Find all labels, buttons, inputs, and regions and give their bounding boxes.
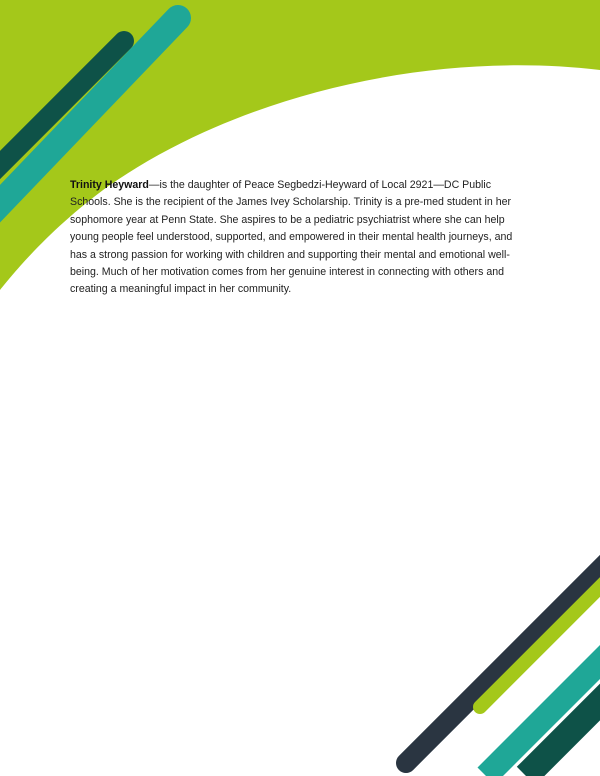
- bio-name: Trinity Heyward: [70, 179, 149, 191]
- bio-text: —is the daughter of Peace Segbedzi-Heyward of Local 2921—DC Public Schools. She is the recipient of the James Ivey Scholarship. Trinity is a pre-med student in her sophomore year at Penn State. She aspires to be a pediatric psychiatrist where she can help young people feel understood, supported, and empowered in their mental health journeys, and has a strong passion for working with children and supporting their mental and emotional well-being. Much of her motivation comes from her genuine interest in connecting with others and creating a meaningful impact in her community.: [70, 179, 513, 296]
- bio-paragraph: [70, 177, 532, 299]
